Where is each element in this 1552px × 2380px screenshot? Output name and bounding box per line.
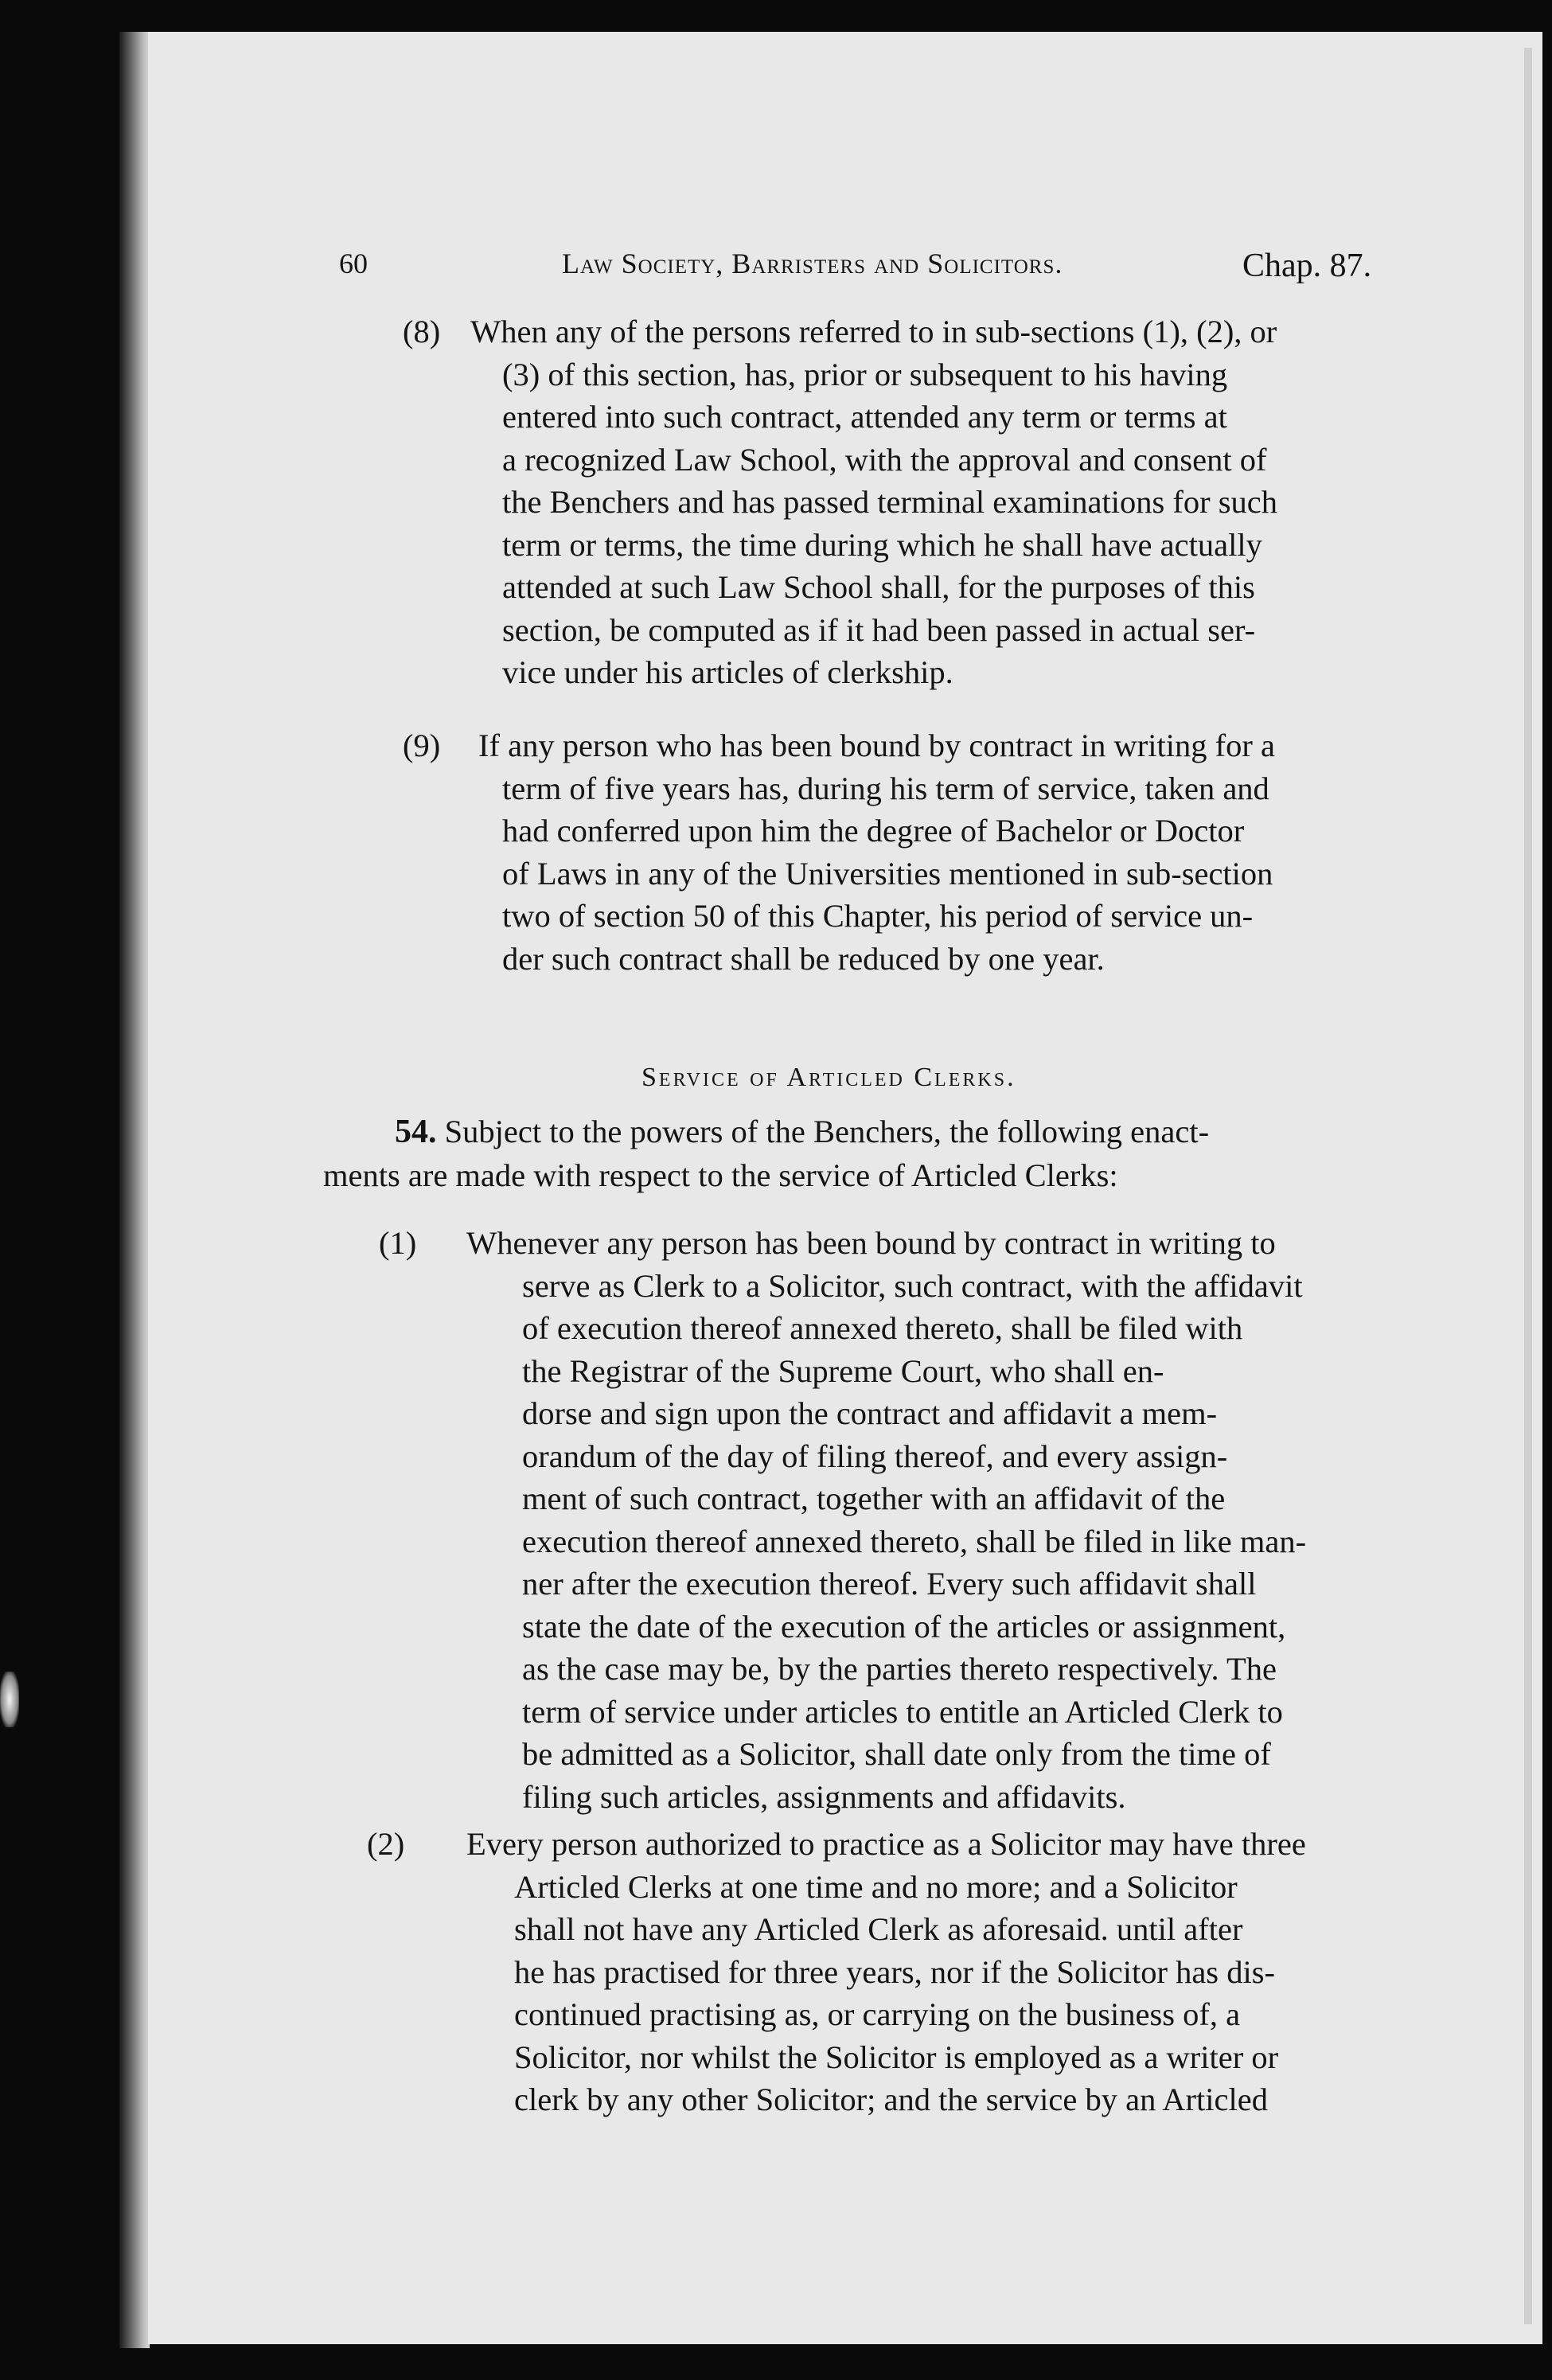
subsection-8 [403,310,1552,694]
text-line: two of section 50 of this Chapter, his period of service un- [502,898,1254,934]
scan-artifact [0,1672,19,1727]
text-line: had conferred upon him the degree of Bachelor or Doctor [502,813,1245,849]
text-line: the Benchers and has passed terminal examinations for such [502,484,1277,520]
text-line: (3) of this section, has, prior or subsequent to his having [502,356,1228,392]
text-line-body: Subject to the powers of the Benchers, the following enact- [444,1114,1210,1149]
subsection-54-1 [379,1222,1552,1818]
text-line: ments are made with respect to the service of Articled Clerks: [323,1157,1118,1193]
text-line: section, be computed as if it had been passed in actual ser- [502,611,1256,648]
text-line: orandum of the day of filing thereof, and every assign- [522,1438,1228,1474]
section-number: 54. [395,1114,437,1150]
text-line: term of service under articles to entitle an Articled Clerk to [522,1693,1283,1730]
text-line: Articled Clerks at one time and no more; and a Solicitor [514,1868,1238,1905]
text-line: clerk by any other Solicitor; and the service by an Articled [514,2082,1268,2117]
text-line: ment of such contract, together with an affidavit of the [522,1481,1226,1516]
text-line: of Laws in any of the Universities mentioned in sub-section [502,855,1273,892]
text-line: the Registrar of the Supreme Court, who shall en- [522,1352,1164,1389]
text-line: Whenever any person has been bound by contract in writing to [466,1225,1276,1261]
subsection-54-2 [367,1823,1552,2121]
text-line: execution thereof annexed thereto, shall be filed in like man- [522,1523,1307,1559]
text-line: dorse and sign upon the contract and affidavit a mem- [522,1395,1218,1431]
subsection-number: (2) [367,1826,405,1862]
text-line: term or terms, the time during which he shall have actually [502,526,1262,563]
page-header [148,247,1542,295]
subsection-number: (9) [403,728,441,763]
text-line: term of five years has, during his term of service, taken and [502,770,1269,806]
text-line: shall not have any Articled Clerk as aforesaid. until after [514,1911,1243,1947]
subsection-number: (1) [379,1225,417,1261]
text-line: ner after the execution thereof. Every such affidavit shall [522,1566,1257,1602]
page-number: 60 [339,248,368,279]
text-line: serve as Clerk to a Solicitor, such contract, with the affidavit [522,1267,1303,1304]
text-line: he has practised for three years, nor if the Solicitor has dis- [514,1953,1275,1990]
text-line: vice under his articles of clerkship. [502,654,953,690]
text-line: state the date of the execution of the articles or assignment, [522,1608,1286,1645]
text-line: continued practising as, or carrying on the business of, a [514,1996,1241,2032]
subsection-9 [403,724,1552,980]
scan-left-edge [119,32,150,2348]
text-line: filing such articles, assignments and affidavits. [522,1778,1126,1815]
text-line: a recognized Law School, with the approval and consent of [502,441,1267,478]
running-title: Law Society, Barristers and Solicitors. [562,248,1063,279]
text-line: as the case may be, by the parties thereto respectively. The [522,1651,1277,1687]
subsection-number: (8) [403,314,441,349]
document-page [148,32,1542,2344]
text-line: If any person who has been bound by contract in writing for a [478,728,1275,763]
text-line: entered into such contract, attended any term or terms at [502,399,1227,435]
text-line: Solicitor, nor whilst the Solicitor is employed as a writer or [514,2039,1279,2075]
text-line: of execution thereof annexed thereto, shall be filed with [522,1310,1243,1346]
section-54 [323,1110,1549,1196]
scan-right-edge [1524,48,1532,2324]
text-line: Every person authorized to practice as a Solicitor may have three [466,1826,1306,1862]
text-line: der such contract shall be reduced by one year. [502,940,1105,977]
text-line: be admitted as a Solicitor, shall date only from the time of [522,1736,1271,1772]
section-heading: Service of Articled Clerks. [641,1063,1016,1092]
text-line: attended at such Law School shall, for the purposes of this [502,569,1255,605]
chapter-label: Chap. 87. [1242,248,1372,284]
text-line: When any of the persons referred to in sub-sections (1), (2), or [470,314,1277,349]
text-line [395,1110,1549,1154]
